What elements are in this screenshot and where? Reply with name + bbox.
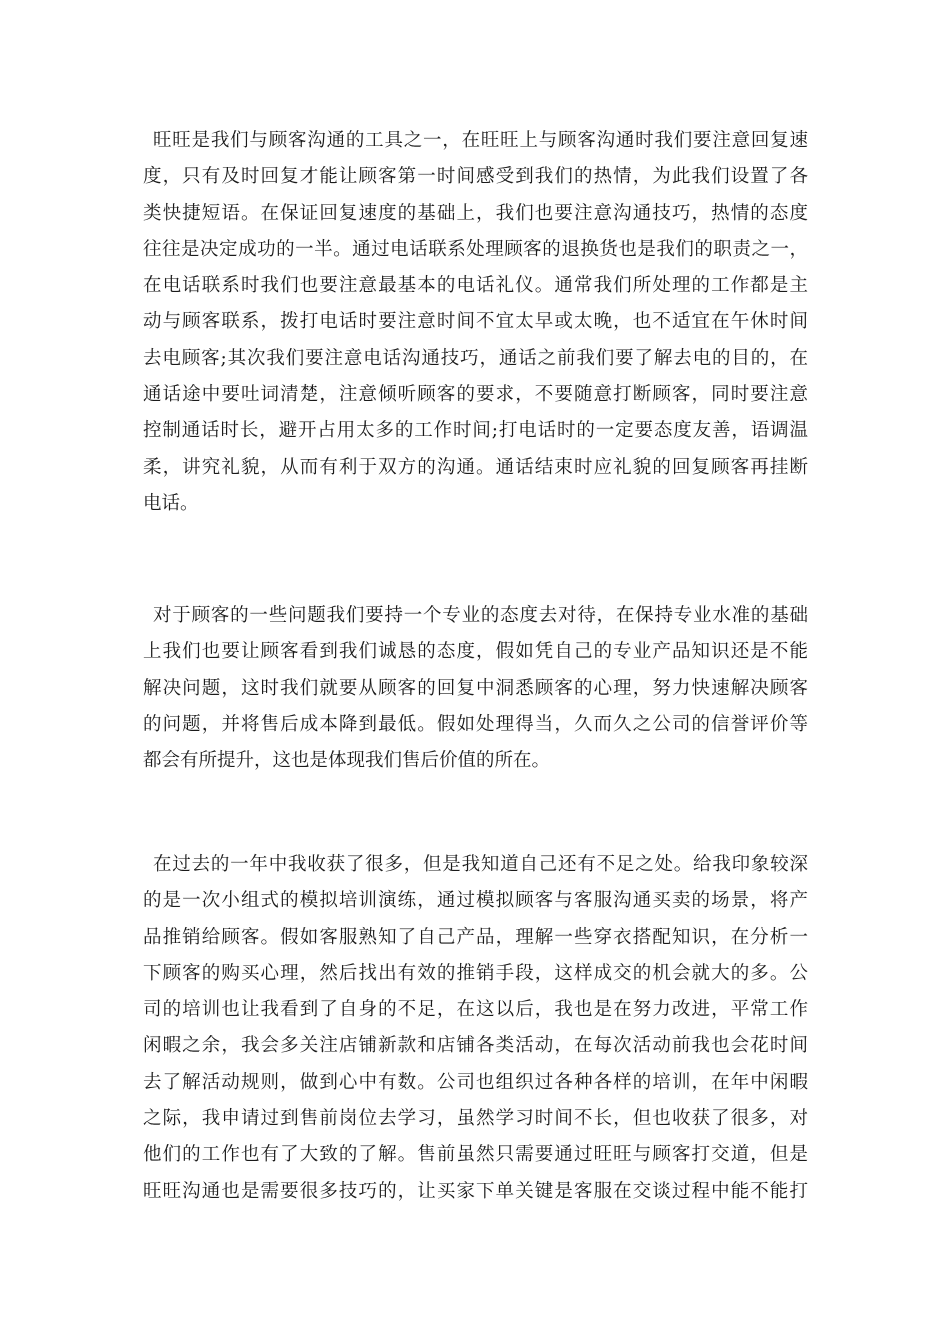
text-line: 类快捷短语。在保证回复速度的基础上，我们也要注意沟通技巧，热情的态度 (143, 202, 808, 224)
text-line: 对于顾客的一些问题我们要持一个专业的态度去对待，在保持专业水准的基础 (153, 605, 808, 626)
text-line: 品推销给顾客。假如客服熟知了自己产品，理解一些穿衣搭配知识，在分析一 (143, 926, 808, 948)
text-line: 在过去的一年中我收获了很多，但是我知道自己还有不足之处。给我印象较深 (153, 854, 808, 875)
text-line: 度，只有及时回复才能让顾客第一时间感受到我们的热情，为此我们设置了各 (143, 166, 808, 188)
text-line: 上我们也要让顾客看到我们诚恳的态度，假如凭自己的专业产品知识还是不能 (143, 641, 808, 663)
text-line: 解决问题，这时我们就要从顾客的回复中洞悉顾客的心理，努力快速解决顾客 (143, 677, 808, 699)
text-line: 之际，我申请过到售前岗位去学习，虽然学习时间不长，但也收获了很多，对 (143, 1108, 808, 1130)
text-line: 通话途中要吐词清楚，注意倾听顾客的要求，不要随意打断顾客，同时要注意 (143, 384, 808, 406)
text-line: 动与顾客联系，拨打电话时要注意时间不宜太早或太晚，也不适宜在午休时间 (143, 311, 808, 333)
text-line: 控制通话时长，避开占用太多的工作时间;打电话时的一定要态度友善，语调温 (143, 420, 808, 442)
text-line: 往往是决定成功的一半。通过电话联系处理顾客的退换货也是我们的职责之一， (143, 238, 808, 260)
text-line: 下顾客的购买心理，然后找出有效的推销手段，这样成交的机会就大的多。公 (143, 962, 808, 984)
text-line: 在电话联系时我们也要注意最基本的电话礼仪。通常我们所处理的工作都是主 (143, 275, 808, 297)
paragraph-wangwang-communication (143, 123, 808, 522)
text-line: 闲暇之余，我会多关注店铺新款和店铺各类活动，在每次活动前我也会花时间 (143, 1035, 808, 1057)
text-line: 都会有所提升，这也是体现我们售后价值的所在。 (143, 750, 551, 772)
text-line: 去电顾客;其次我们要注意电话沟通技巧，通话之前我们要了解去电的目的，在 (143, 347, 808, 369)
text-line: 旺旺是我们与顾客沟通的工具之一，在旺旺上与顾客沟通时我们要注意回复速 (153, 130, 808, 151)
text-line: 他们的工作也有了大致的了解。售前虽然只需要通过旺旺与顾客打交道，但是 (143, 1144, 808, 1166)
text-line: 的问题，并将售后成本降到最低。假如处理得当，久而久之公司的信誉评价等 (143, 713, 808, 735)
paragraph-professional-attitude (143, 598, 808, 779)
text-line: 旺旺沟通也是需要很多技巧的，让买家下单关键是客服在交谈过程中能不能打 (143, 1180, 808, 1202)
text-line: 司的培训也让我看到了自身的不足，在这以后，我也是在努力改进，平常工作 (143, 999, 808, 1021)
text-line: 柔，讲究礼貌，从而有利于双方的沟通。通话结束时应礼貌的回复顾客再挂断 (143, 456, 808, 478)
text-line: 电话。 (143, 492, 199, 514)
text-line: 去了解活动规则，做到心中有数。公司也组织过各种各样的培训，在年中闲暇 (143, 1071, 808, 1093)
text-line: 的是一次小组式的模拟培训演练，通过模拟顾客与客服沟通买卖的场景，将产 (143, 890, 808, 912)
paragraph-past-year-review (143, 847, 808, 1210)
